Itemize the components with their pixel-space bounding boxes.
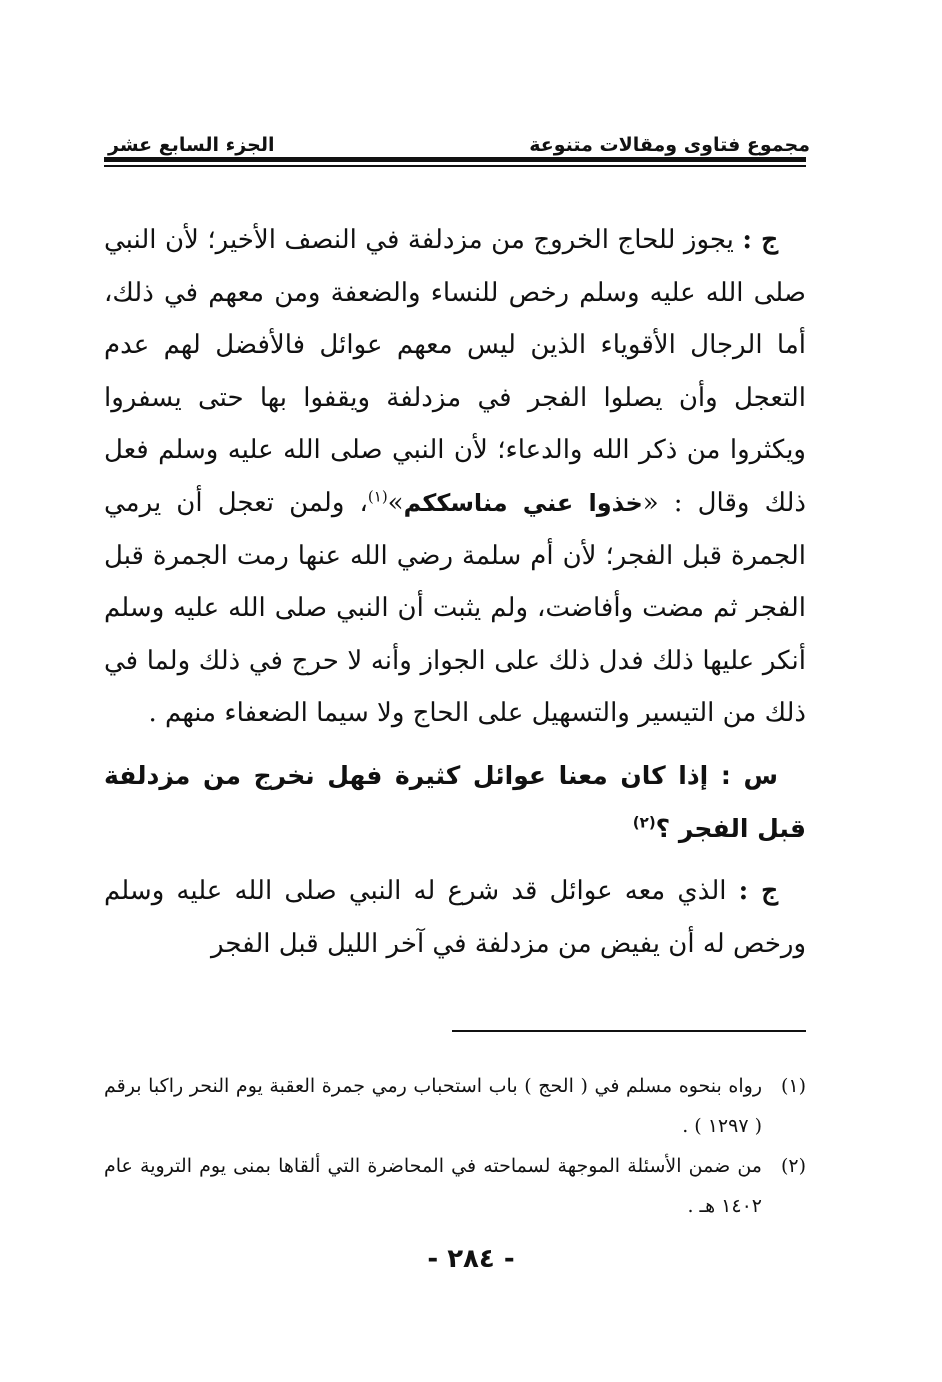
footnote-number: (١) xyxy=(780,1075,806,1097)
footnote-1 xyxy=(104,1066,806,1146)
footnote-2 xyxy=(104,1146,806,1226)
footnote-ref-1[interactable]: (١) xyxy=(367,487,388,506)
main-text xyxy=(104,214,806,970)
running-header xyxy=(108,122,810,156)
answer-paragraph-2 xyxy=(104,865,806,970)
footnote-text: رواه بنحوه مسلم في ( الحج ) باب استحباب رمي جمرة العقبة يوم النحر راكبا برقم ( ١٢٩٧ ) . xyxy=(104,1075,762,1137)
answer-text-2: الذي معه عوائل قد شرع له النبي صلى الله عليه وسلم ورخص له أن يفيض من مزدلفة في آخر الليل قبل الفجر xyxy=(104,876,806,959)
question-text: إذا كان معنا عوائل كثيرة فهل نخرج من مزدلفة قبل الفجر ؟ xyxy=(104,760,806,843)
answer-marker: ج : xyxy=(742,225,779,255)
footnote-ref-2[interactable]: (٢) xyxy=(632,813,656,832)
footnote-separator xyxy=(452,1030,806,1032)
answer-text-a: يجوز للحاج الخروج من مزدلفة في النصف الأخير؛ لأن النبي صلى الله عليه وسلم رخص للنساء والضعفة ومن معهم في ذلك، أما الرجال الأقوياء الذين ليس معهم عوائل فالأفضل لهم عدم التعجل وأن يصلوا الفجر في مزدلفة ويقفوا بها حتى يسفروا ويكثروا من ذكر الله والدعاء؛ لأن النبي صلى الله عليه وسلم فعل ذلك وقال : « xyxy=(104,225,806,518)
page-number: - ٢٨٤ - xyxy=(427,1244,515,1274)
question-paragraph xyxy=(104,750,806,855)
answer-text-b: » xyxy=(387,487,404,518)
hadith-quote: خذوا عني مناسككم xyxy=(403,488,643,517)
answer-marker-2: ج : xyxy=(738,876,778,907)
footnotes xyxy=(104,1066,806,1226)
footnote-number: (٢) xyxy=(780,1155,806,1177)
answer-text-c: ، ولمن تعجل أن يرمي الجمرة قبل الفجر؛ لأن أم سلمة رضي الله عنها رمت الجمرة قبل الفجر ثم مضت وأفاضت، ولم يثبت أن النبي صلى الله عليه وسلم أنكر عليها ذلك فدل ذلك على الجواز وأنه لا حرج في ذلك ولما في ذلك من التيسير والتسهيل على الحاج ولا سيما الضعفاء منهم . xyxy=(104,487,806,729)
answer-paragraph-1 xyxy=(104,214,806,740)
volume-label: الجزء السابع عشر xyxy=(108,134,275,156)
header-rule-thin xyxy=(104,165,806,167)
header-rule-thick xyxy=(104,157,806,162)
footnote-text: من ضمن الأسئلة الموجهة لسماحته في المحاضرة التي ألقاها بمنى يوم التروية عام ١٤٠٢ هـ . xyxy=(104,1155,762,1217)
question-marker: س : xyxy=(720,760,778,790)
book-title: مجموع فتاوى ومقالات متنوعة xyxy=(529,134,810,156)
